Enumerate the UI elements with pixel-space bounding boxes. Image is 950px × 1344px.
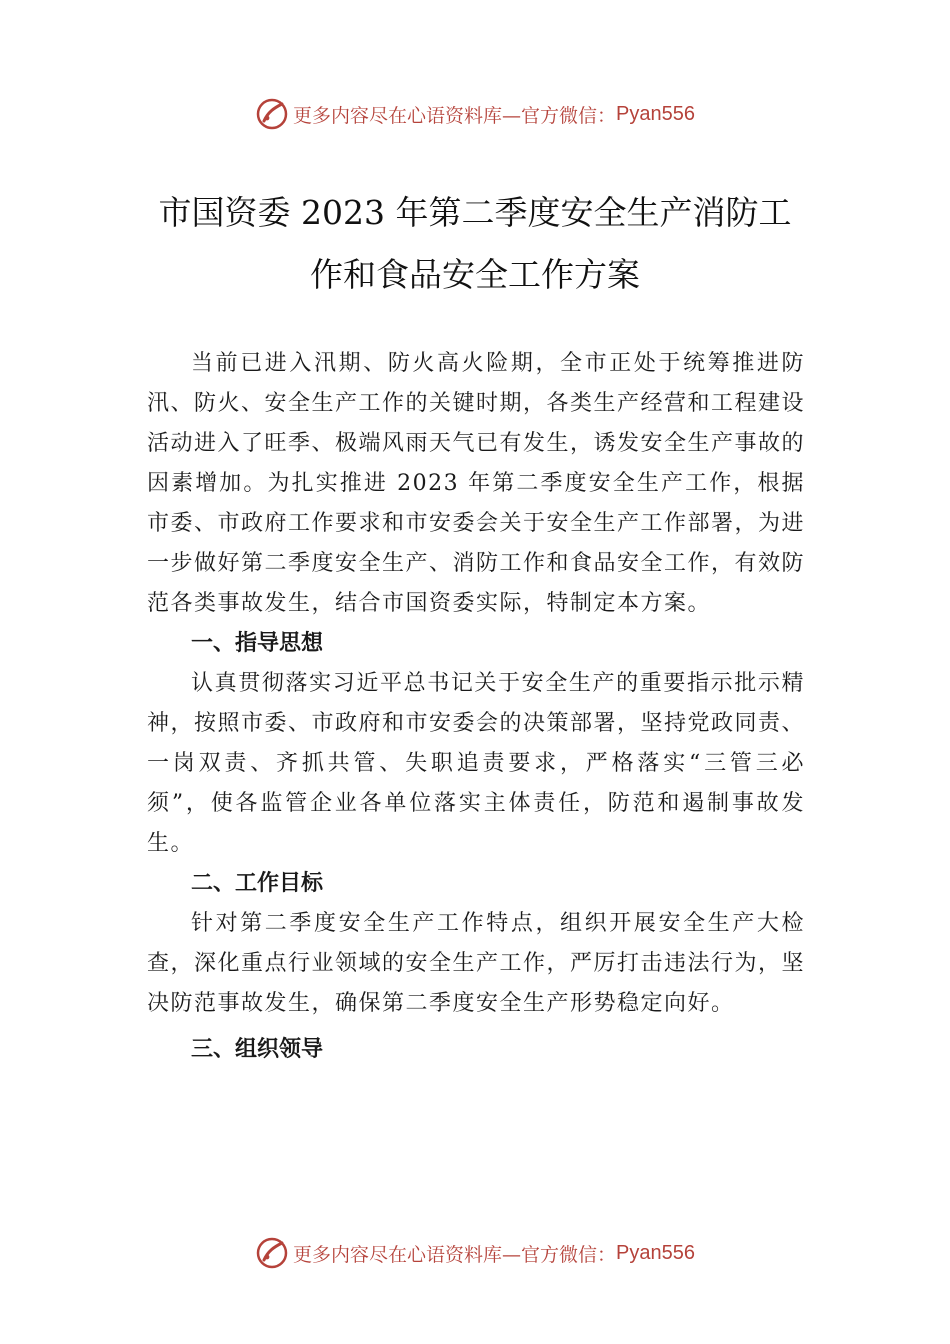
document-title: [120, 182, 830, 306]
wechat-id: Pyan556: [616, 1241, 695, 1264]
watermark-banner-top: [0, 94, 950, 134]
section-heading-organization: 三、组织领导: [191, 1037, 324, 1062]
section-heading-guiding-ideology: 一、指导思想: [191, 631, 324, 656]
watermark-banner-bottom: [0, 1233, 950, 1273]
document-body: [147, 344, 805, 1070]
section-paragraph-work-goals: 针对第二季度安全生产工作特点，组织开展安全生产大检查，深化重点行业领域的安全生产工作，严厉打击违法行为，坚决防范事故发生，确保第二季度安全生产形势稳定向好。: [147, 911, 806, 1016]
watermark-text: 更多内容尽在心语资料库—官方微信：: [293, 104, 617, 127]
section-heading-work-goals: 二、工作目标: [191, 871, 324, 896]
section-paragraph-guiding-ideology: 认真贯彻落实习近平总书记关于安全生产的重要指示批示精神，按照市委、市政府和市安委会的决策部署，坚持党政同责、一岗双责、齐抓共管、失职追责要求，严格落实“三管三必须”，使各监管企业各单位落实主体责任，防范和遏制事故发生。: [147, 671, 806, 856]
brush-circle-logo-icon: [255, 1236, 289, 1270]
brush-circle-logo-icon: [255, 97, 289, 131]
watermark-text: 更多内容尽在心语资料库—官方微信：: [293, 1243, 617, 1266]
title-line-2: 作和食品安全工作方案: [310, 255, 640, 294]
wechat-id: Pyan556: [616, 102, 695, 125]
title-line-1: 市国资委 2023 年第二季度安全生产消防工: [158, 193, 792, 232]
intro-paragraph: 当前已进入汛期、防火高火险期，全市正处于统筹推进防汛、防火、安全生产工作的关键时期，各类生产经营和工程建设活动进入了旺季、极端风雨天气已有发生，诱发安全生产事故的因素增加。为扎实推进 2023 年第二季度安全生产工作，根据市委、市政府工作要求和市安委会关于安全生产工作部署，为进一步做好第二季度安全生产、消防工作和食品安全工作，有效防范各类事故发生，结合市国资委实际，特制定本方案。: [147, 351, 806, 616]
